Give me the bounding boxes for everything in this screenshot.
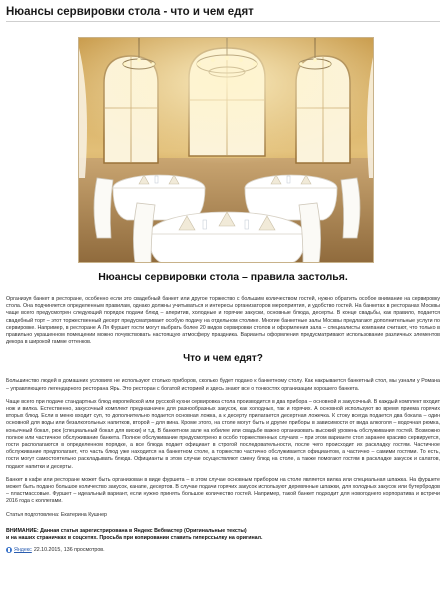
view-count: 136 просмотров. <box>63 546 105 553</box>
paragraph-buffet: Банкет в кафе или ресторане может быть организован в виде фуршета – в этом случае основным прибором на столе является вилка или специальная шпажка. На фуршете может быть подано большое количество закусок, канапе, десертов. В случае подачи горячих закусок используют деревянные шпажки, для холодных закусок или бутербродов – пластмассовые. Фуршет – идеальный вариант, если нужно принять большое количество гостей. Например, такой банкет подходит для новогоднего корпоратива и встречи 2016 года с коллегами. <box>6 476 440 505</box>
yandex-icon <box>6 547 12 553</box>
title-divider <box>6 21 440 22</box>
copyright-notice <box>6 528 440 542</box>
article-author: Статья подготовлена: Екатерина Кушнер <box>6 511 107 518</box>
paragraph-cutlery: Чаще всего при подаче стандартных блюд европейской или русской кухни сервировка стола производится в два прибора – основной и закусочный. В каждый комплект входит нож и вилка. Естественно, закусочный комплект предназначен для разнообразных закусок, как холодных, так и горячих. А основной используют во время приема горячих вторых блюд. Если в меню входит суп, то дополнительно подается основная ложка, а к десерту прилагается десертная ложечка. К стоку всегда подается два бокала – один основной для воды или безалкогольных напитков, второй – для вина. Кроме этого, на столе могут быть и другие приборы в зависимости от вида алкоголя – водочная рюмка, коньячный бокал, рюк (специальный бокал для виски) и т.д. В банкетном зале на юбилее или свадьбе важно организовать высокий уровень обслуживания гостей. Возможно полное или частичное обслуживание банкета. Полное обслуживание предусмотрено в особо торжественных случаях – при этом варианте стол заранее красиво сервируется, гости располагаются в определенном порядке, а все блюда подает официант в строгой последовательности, после чего происходит их раскладку гостям. Частичное обслуживание предполагает, что часть блюд уже находится на банкетном столе, а торжество частично обслуживается официантом, а частично – самими гостями. То есть, гости могут самостоятельно раскладывать блюда. Официанты в этом случае осуществляют смену блюд на столе, а также помогают гостям в раскладке закусок и салатов, подают напитки и десерты. <box>6 398 440 470</box>
main-heading: Нюансы сервировки стола – правила застолья. <box>98 271 348 283</box>
banquet-hall-photo <box>78 37 374 263</box>
publish-date: 22.10.2015, <box>33 546 62 553</box>
yandex-link[interactable]: Яндекс <box>14 546 32 553</box>
notice-line-2: и на наших страничках в соцсетях. Просьба при копировании ставить гиперссылку на оригинал. <box>6 534 263 541</box>
section-heading: Что и чем едят? <box>183 353 263 365</box>
intro-paragraph: Организуя банкет в ресторане, особенно если это свадебный банкет или другое торжество с большим количеством гостей, нужно обратить особое внимание на сервировку стола. Она подчиняется определенным правилам, однако должны учитываться и интересы организаторов мероприятия, и удобство гостей. На банкетах в ресторанах Москвы чаще всего предусмотрен следующий порядок подачи блюд – аперитив, холодные и горячие закуски, основные блюда, десерты. В конце свадьбы, как правило, подается свадебный торт – этот торжественный десерт предусматривает особую подачу на отдельном столике. Многие банкетные залы Москвы предлагают дополнительные услуги по сервировке. Например, в ресторане А Ля Фуршет гости могут выбрать более 20 видов сервировки столов и оформления зала – специалисты компании считают, что только в правильно украшенном помещении можно почувствовать настоящую атмосферу праздника. Варианты оформления предусматривают использование различных элементов декора в широкой гамме оттенков. <box>6 296 440 346</box>
notice-line-1: ВНИМАНИЕ: Данная статья зарегистрирована в Яндекс Вебмастер (Оригинальные тексты) <box>6 527 247 534</box>
page-title: Нюансы сервировки стола - что и чем едят <box>6 6 254 18</box>
article-footer <box>6 547 440 554</box>
paragraph-restaurant-yar: Большинство людей в домашних условиях не используют столько приборов, сколько будет подано к банкетному столу. Как накрывается банкетный стол, мы узнали у Романа – управляющего легендарного ресторана Ярь. Это ресторан с богатой историей и здесь знают все о тонкостях организации хорошего банкета. <box>6 378 440 392</box>
